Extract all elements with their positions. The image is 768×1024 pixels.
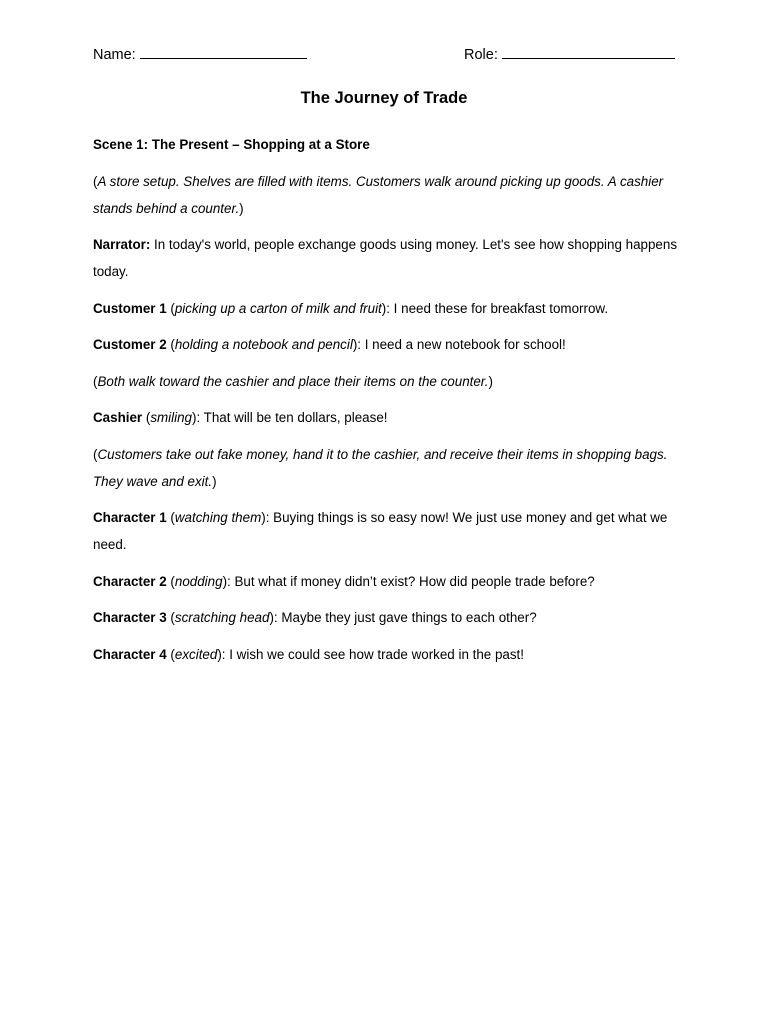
line-text: ): But what if money didn’t exist? How did people trade before? — [222, 573, 595, 589]
line-text: ): Maybe they just gave things to each other? — [269, 610, 537, 625]
line-text: ): I need these for breakfast tomorrow. — [381, 300, 609, 316]
script-line: Customer 1 (picking up a carton of milk and fruit): I need these for breakfast tomorrow. — [93, 300, 609, 316]
line-direction: holding a notebook and pencil — [174, 337, 353, 352]
role-field — [464, 43, 675, 63]
speaker-name: Narrator: — [93, 237, 151, 252]
speaker-name: Character 4 — [93, 646, 167, 662]
line-direction: nodding — [174, 573, 223, 589]
script-line: Character 4 (excited): I wish we could see how trade worked in the past! — [93, 646, 524, 662]
stage-direction: (Both walk toward the cashier and place their items on the counter.) — [93, 373, 493, 389]
script-body — [93, 131, 683, 677]
stage-direction: (A store setup. Shelves are filled with items. Customers walk around picking up goods. A cashier stands behind a counter.) — [93, 173, 664, 216]
line-direction: picking up a carton of milk and fruit — [174, 300, 382, 316]
line-direction: excited — [174, 646, 218, 662]
line-text: In today's world, people exchange goods using money. Let's see how shopping happens today. — [93, 237, 678, 279]
role-label: Role: — [464, 47, 498, 63]
header-fields — [93, 43, 675, 63]
line-direction: smiling — [150, 410, 192, 425]
line-direction: watching them — [174, 510, 262, 525]
line-text: ): I need a new notebook for school! — [352, 337, 566, 352]
script-line: Character 2 (nodding): But what if money didn’t exist? How did people trade before? — [93, 573, 595, 589]
name-label: Name: — [93, 47, 136, 63]
line-text: ): I wish we could see how trade worked in the past! — [217, 646, 524, 662]
scene-heading: Scene 1: The Present – Shopping at a Store — [93, 137, 370, 152]
name-field — [93, 43, 307, 63]
document-title: The Journey of Trade — [300, 89, 468, 107]
line-text: ): That will be ten dollars, please! — [191, 410, 388, 425]
script-line: Cashier (smiling): That will be ten dollars, please! — [93, 410, 388, 425]
line-direction: scratching head — [174, 610, 270, 625]
script-line: Character 1 (watching them): Buying things is so easy now! We just use money and get what we need. — [93, 510, 668, 552]
speaker-name: Character 3 — [93, 610, 167, 625]
speaker-name: Character 1 — [93, 510, 167, 525]
script-line: Character 3 (scratching head): Maybe they just gave things to each other? — [93, 610, 537, 625]
speaker-name: Character 2 — [93, 573, 167, 589]
line-text: ): Buying things is so easy now! We just use money and get what we need. — [93, 510, 668, 552]
role-blank-line — [502, 43, 675, 59]
script-line — [93, 231, 683, 285]
stage-direction: (Customers take out fake money, hand it to the cashier, and receive their items in shopping bags. They wave and exit.) — [93, 446, 668, 489]
speaker-name: Customer 2 — [93, 337, 167, 352]
name-blank-line — [140, 43, 307, 59]
script-line: Customer 2 (holding a notebook and pencil): I need a new notebook for school! — [93, 337, 566, 352]
speaker-name: Cashier — [93, 410, 143, 425]
speaker-name: Customer 1 — [93, 300, 167, 316]
